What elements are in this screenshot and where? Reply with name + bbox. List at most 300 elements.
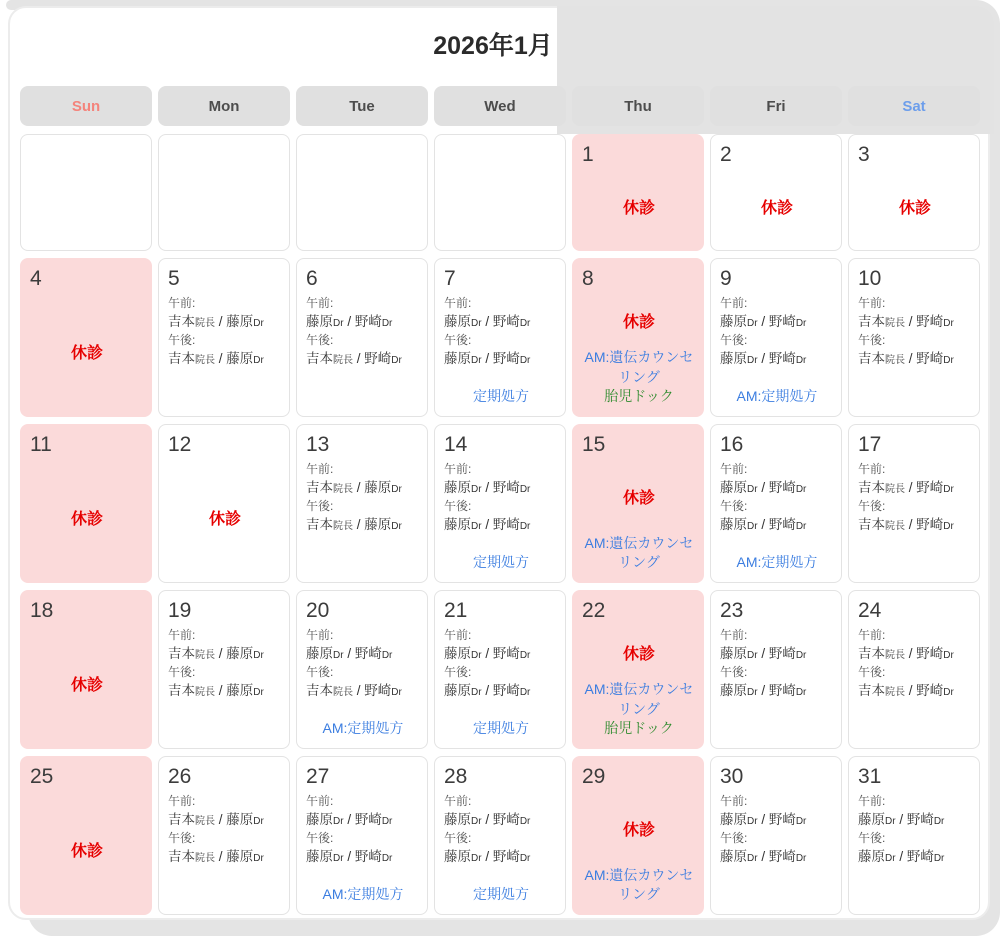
closed-badge: 休診	[622, 200, 655, 218]
doctor-title: Dr	[471, 520, 482, 532]
doctor-names: 藤原Dr / 野崎Dr	[720, 682, 807, 698]
doctor-names: 吉本院長 / 藤原Dr	[168, 313, 264, 329]
day-cell-28	[434, 756, 566, 915]
doctor-name: 藤原	[364, 516, 392, 532]
doctor-name: 藤原	[306, 645, 333, 661]
doctor-name: 野崎	[768, 848, 796, 864]
doctor-title: Dr	[519, 815, 531, 827]
day-number: 8	[582, 267, 594, 290]
doctor-name: 藤原	[720, 682, 747, 698]
doctor-title: 院長	[885, 649, 905, 661]
doctor-title: Dr	[795, 815, 807, 827]
doctor-name: 野崎	[906, 848, 934, 864]
day-cell-27	[296, 756, 428, 915]
session-pm	[444, 333, 558, 367]
doctor-title: Dr	[747, 354, 758, 366]
session-pm	[858, 333, 972, 367]
session-am	[444, 794, 558, 828]
doctor-names: 吉本院長 / 藤原Dr	[306, 479, 402, 495]
doctor-title: Dr	[933, 852, 945, 864]
note-blue: 定期処方	[473, 388, 529, 405]
doctor-title: 院長	[885, 520, 905, 532]
day-cell-16	[710, 424, 842, 583]
day-number: 17	[858, 433, 882, 456]
doctor-title: Dr	[795, 520, 807, 532]
day-number: 24	[858, 599, 882, 622]
day-number: 12	[168, 433, 192, 456]
session-label: 午前:	[444, 628, 472, 643]
doctor-names: 吉本院長 / 藤原Dr	[168, 811, 264, 827]
session-label: 午後:	[168, 665, 196, 680]
session-am	[306, 628, 420, 662]
doctor-names: 藤原Dr / 野崎Dr	[306, 645, 393, 661]
doctor-title: Dr	[253, 686, 264, 698]
doctor-title: Dr	[747, 520, 758, 532]
doctor-names: 藤原Dr / 野崎Dr	[444, 313, 531, 329]
doctor-title: Dr	[471, 686, 482, 698]
day-notes	[582, 348, 696, 410]
doctor-title: Dr	[333, 852, 344, 864]
session-label: 午後:	[306, 665, 334, 680]
doctor-title: Dr	[747, 483, 758, 495]
doctor-name: 吉本	[168, 848, 195, 864]
day-number: 25	[30, 765, 54, 788]
session-am	[444, 462, 558, 496]
day-cell-17	[848, 424, 980, 583]
day-number: 3	[858, 143, 870, 166]
doctor-name: 藤原	[444, 313, 471, 329]
closed-badge: 休診	[622, 489, 655, 507]
doctor-title: 院長	[333, 354, 353, 366]
doctor-names: 藤原Dr / 野崎Dr	[306, 848, 393, 864]
doctor-names: 藤原Dr / 野崎Dr	[444, 645, 531, 661]
doctor-name: 野崎	[492, 479, 520, 495]
doctor-name: 吉本	[858, 350, 885, 366]
day-number: 19	[168, 599, 192, 622]
day-notes	[444, 885, 558, 908]
doctor-title: Dr	[943, 520, 954, 532]
doctor-names: 藤原Dr / 野崎Dr	[720, 848, 807, 864]
session-am	[858, 794, 972, 828]
doctor-name: 野崎	[354, 645, 382, 661]
doctor-title: Dr	[381, 649, 393, 661]
doctor-title: 院長	[333, 520, 353, 532]
doctor-name: 野崎	[492, 848, 520, 864]
doctor-name: 吉本	[306, 682, 333, 698]
session-am	[858, 462, 972, 496]
doctor-title: Dr	[471, 852, 482, 864]
doctor-title: Dr	[795, 686, 807, 698]
closed-badge: 休診	[622, 646, 655, 664]
day-cell-3	[848, 134, 980, 251]
note-green: 胎児ドック	[604, 388, 674, 405]
session-label: 午前:	[444, 462, 472, 477]
day-number: 5	[168, 267, 180, 290]
session-pm	[858, 665, 972, 699]
note-blue: AM:遺伝カウンセリング	[584, 681, 694, 717]
closed-badge: 休診	[70, 345, 103, 363]
day-cell-31	[848, 756, 980, 915]
session-label: 午後:	[306, 499, 334, 514]
day-number: 30	[720, 765, 744, 788]
day-number: 23	[720, 599, 744, 622]
day-cell-25	[20, 756, 152, 915]
doctor-title: Dr	[519, 520, 531, 532]
session-label: 午前:	[444, 296, 472, 311]
session-label: 午後:	[444, 831, 472, 846]
day-cell-1	[572, 134, 704, 251]
day-notes	[444, 387, 558, 410]
note-blue: 定期処方	[473, 554, 529, 571]
note-blue: AM:定期処方	[322, 720, 404, 737]
day-cell-22	[572, 590, 704, 749]
doctor-names: 吉本院長 / 藤原Dr	[168, 350, 264, 366]
day-notes	[306, 885, 420, 908]
doctor-name: 藤原	[720, 313, 747, 329]
doctor-title: Dr	[747, 686, 758, 698]
closed-badge: 休診	[898, 200, 931, 218]
doctor-name: 野崎	[492, 313, 520, 329]
doctor-name: 藤原	[720, 848, 747, 864]
session-am	[306, 462, 420, 496]
day-number: 15	[582, 433, 606, 456]
doctor-names: 藤原Dr / 野崎Dr	[444, 848, 531, 864]
doctor-title: Dr	[795, 483, 807, 495]
day-number: 11	[30, 433, 52, 456]
doctor-name: 野崎	[768, 682, 796, 698]
session-label: 午後:	[720, 831, 748, 846]
calendar-grid	[20, 134, 980, 915]
doctor-name: 野崎	[768, 516, 796, 532]
doctor-name: 吉本	[168, 811, 195, 827]
note-blue: 定期処方	[473, 886, 529, 903]
doctor-name: 野崎	[354, 313, 382, 329]
doctor-title: Dr	[885, 815, 896, 827]
day-number: 14	[444, 433, 468, 456]
session-pm	[444, 831, 558, 865]
doctor-name: 藤原	[226, 811, 254, 827]
session-label: 午後:	[858, 665, 886, 680]
session-pm	[444, 499, 558, 533]
session-am	[720, 296, 834, 330]
doctor-title: Dr	[519, 852, 531, 864]
doctor-title: Dr	[333, 649, 344, 661]
day-cell-12	[158, 424, 290, 583]
doctor-title: Dr	[253, 852, 264, 864]
day-cell-6	[296, 258, 428, 417]
doctor-name: 吉本	[306, 350, 333, 366]
session-label: 午前:	[720, 794, 748, 809]
session-label: 午後:	[720, 333, 748, 348]
doctor-title: Dr	[747, 852, 758, 864]
doctor-title: Dr	[381, 815, 393, 827]
session-label: 午前:	[858, 462, 886, 477]
session-label: 午後:	[444, 499, 472, 514]
doctor-title: Dr	[381, 317, 393, 329]
closed-badge: 休診	[622, 314, 655, 332]
session-am	[306, 794, 420, 828]
doctor-name: 吉本	[168, 682, 195, 698]
doctor-title: Dr	[253, 317, 264, 329]
closed-badge: 休診	[760, 200, 793, 218]
doctor-names: 藤原Dr / 野崎Dr	[720, 313, 807, 329]
day-cell-15	[572, 424, 704, 583]
day-number: 27	[306, 765, 330, 788]
doctor-title: 院長	[885, 686, 905, 698]
session-am	[720, 462, 834, 496]
doctor-names: 藤原Dr / 野崎Dr	[720, 516, 807, 532]
session-label: 午前:	[858, 628, 886, 643]
doctor-title: 院長	[885, 317, 905, 329]
doctor-name: 野崎	[906, 811, 934, 827]
doctor-title: Dr	[943, 649, 954, 661]
doctor-name: 野崎	[354, 848, 382, 864]
day-number: 18	[30, 599, 54, 622]
session-label: 午後:	[306, 831, 334, 846]
day-cell-14	[434, 424, 566, 583]
doctor-names: 吉本院長 / 野崎Dr	[858, 516, 954, 532]
doctor-names: 藤原Dr / 野崎Dr	[444, 479, 531, 495]
doctor-title: Dr	[391, 520, 402, 532]
session-pm	[306, 831, 420, 865]
doctor-name: 野崎	[354, 811, 382, 827]
doctor-title: Dr	[519, 317, 531, 329]
doctor-name: 吉本	[306, 479, 333, 495]
day-number: 31	[858, 765, 882, 788]
session-pm	[444, 665, 558, 699]
session-pm	[720, 499, 834, 533]
session-am	[168, 296, 282, 330]
day-number: 7	[444, 267, 456, 290]
doctor-names: 吉本院長 / 野崎Dr	[858, 682, 954, 698]
doctor-title: Dr	[795, 852, 807, 864]
day-cell-29	[572, 756, 704, 915]
doctor-name: 野崎	[768, 811, 796, 827]
weekday-header-sat: Sat	[848, 86, 980, 126]
doctor-title: 院長	[195, 649, 215, 661]
session-am	[168, 794, 282, 828]
doctor-names: 藤原Dr / 野崎Dr	[444, 682, 531, 698]
weekday-header-sun: Sun	[20, 86, 152, 126]
session-label: 午後:	[858, 333, 886, 348]
doctor-title: 院長	[195, 815, 215, 827]
session-am	[720, 794, 834, 828]
doctor-name: 野崎	[492, 350, 520, 366]
session-label: 午前:	[720, 628, 748, 643]
session-pm	[720, 831, 834, 865]
doctor-name: 野崎	[364, 350, 392, 366]
day-number: 1	[582, 143, 594, 166]
session-label: 午後:	[720, 499, 748, 514]
day-cell-19	[158, 590, 290, 749]
doctor-name: 吉本	[168, 645, 195, 661]
doctor-title: Dr	[471, 815, 482, 827]
day-number: 21	[444, 599, 468, 622]
day-cell-26	[158, 756, 290, 915]
doctor-title: Dr	[747, 317, 758, 329]
doctor-names: 吉本院長 / 野崎Dr	[306, 682, 402, 698]
doctor-title: Dr	[391, 354, 402, 366]
doctor-names: 吉本院長 / 野崎Dr	[306, 350, 402, 366]
session-label: 午後:	[444, 333, 472, 348]
day-cell-9	[710, 258, 842, 417]
day-number: 6	[306, 267, 318, 290]
day-cell-23	[710, 590, 842, 749]
session-pm	[306, 665, 420, 699]
session-pm	[720, 665, 834, 699]
empty-cell	[434, 134, 566, 251]
doctor-title: Dr	[933, 815, 945, 827]
closed-badge: 休診	[70, 511, 103, 529]
session-label: 午前:	[858, 794, 886, 809]
doctor-name: 野崎	[492, 516, 520, 532]
session-pm	[168, 665, 282, 699]
weekday-header-thu: Thu	[572, 86, 704, 126]
note-blue: 定期処方	[473, 720, 529, 737]
day-number: 28	[444, 765, 468, 788]
doctor-title: Dr	[943, 354, 954, 366]
day-number: 22	[582, 599, 606, 622]
closed-badge: 休診	[622, 821, 655, 839]
doctor-names: 吉本院長 / 藤原Dr	[168, 645, 264, 661]
doctor-name: 藤原	[720, 350, 747, 366]
weekday-header-mon: Mon	[158, 86, 290, 126]
doctor-title: Dr	[391, 483, 402, 495]
doctor-title: 院長	[885, 354, 905, 366]
doctor-names: 藤原Dr / 野崎Dr	[444, 350, 531, 366]
doctor-name: 藤原	[720, 479, 747, 495]
doctor-names: 吉本院長 / 野崎Dr	[858, 645, 954, 661]
session-pm	[168, 831, 282, 865]
day-notes	[582, 534, 696, 576]
day-cell-8	[572, 258, 704, 417]
session-label: 午前:	[720, 462, 748, 477]
session-label: 午後:	[168, 831, 196, 846]
session-am	[444, 296, 558, 330]
session-pm	[168, 333, 282, 367]
doctor-title: Dr	[333, 317, 344, 329]
doctor-names: 吉本院長 / 藤原Dr	[306, 516, 402, 532]
session-label: 午前:	[168, 628, 196, 643]
session-label: 午後:	[444, 665, 472, 680]
doctor-title: 院長	[885, 483, 905, 495]
session-pm	[720, 333, 834, 367]
day-notes	[306, 719, 420, 742]
doctor-name: 野崎	[916, 479, 944, 495]
doctor-name: 藤原	[444, 682, 471, 698]
doctor-name: 吉本	[858, 479, 885, 495]
session-label: 午後:	[858, 499, 886, 514]
empty-cell	[20, 134, 152, 251]
session-pm	[858, 499, 972, 533]
doctor-title: Dr	[471, 317, 482, 329]
doctor-name: 野崎	[768, 645, 796, 661]
day-number: 4	[30, 267, 42, 290]
doctor-name: 野崎	[916, 516, 944, 532]
doctor-title: Dr	[519, 649, 531, 661]
day-cell-4	[20, 258, 152, 417]
doctor-title: Dr	[519, 686, 531, 698]
doctor-names: 吉本院長 / 藤原Dr	[168, 848, 264, 864]
doctor-title: 院長	[195, 852, 215, 864]
doctor-title: 院長	[333, 686, 353, 698]
doctor-names: 吉本院長 / 藤原Dr	[168, 682, 264, 698]
doctor-title: 院長	[195, 317, 215, 329]
doctor-name: 藤原	[720, 811, 747, 827]
doctor-title: Dr	[253, 815, 264, 827]
doctor-name: 野崎	[916, 645, 944, 661]
day-cell-20	[296, 590, 428, 749]
day-number: 29	[582, 765, 606, 788]
doctor-name: 藤原	[444, 516, 471, 532]
doctor-name: 藤原	[226, 848, 254, 864]
doctor-title: Dr	[391, 686, 402, 698]
doctor-title: 院長	[195, 686, 215, 698]
day-notes	[720, 553, 834, 576]
doctor-names: 吉本院長 / 野崎Dr	[858, 350, 954, 366]
doctor-name: 野崎	[916, 313, 944, 329]
day-notes	[582, 680, 696, 742]
doctor-name: 吉本	[168, 350, 195, 366]
session-label: 午前:	[444, 794, 472, 809]
day-cell-2	[710, 134, 842, 251]
doctor-names: 吉本院長 / 野崎Dr	[858, 479, 954, 495]
doctor-title: Dr	[885, 852, 896, 864]
day-cell-13	[296, 424, 428, 583]
doctor-names: 藤原Dr / 野崎Dr	[720, 350, 807, 366]
note-blue: AM:遺伝カウンセリング	[584, 534, 694, 571]
doctor-names: 藤原Dr / 野崎Dr	[858, 848, 945, 864]
doctor-names: 藤原Dr / 野崎Dr	[720, 645, 807, 661]
session-label: 午前:	[720, 296, 748, 311]
doctor-name: 藤原	[720, 516, 747, 532]
doctor-name: 藤原	[226, 645, 254, 661]
doctor-name: 藤原	[444, 645, 471, 661]
day-cell-11	[20, 424, 152, 583]
doctor-name: 野崎	[916, 682, 944, 698]
doctor-title: Dr	[471, 649, 482, 661]
doctor-title: 院長	[195, 354, 215, 366]
doctor-names: 吉本院長 / 野崎Dr	[858, 313, 954, 329]
doctor-name: 野崎	[492, 645, 520, 661]
day-number: 9	[720, 267, 732, 290]
session-pm	[306, 499, 420, 533]
session-am	[306, 296, 420, 330]
day-number: 10	[858, 267, 882, 290]
doctor-names: 藤原Dr / 野崎Dr	[306, 811, 393, 827]
doctor-name: 藤原	[364, 479, 392, 495]
doctor-names: 藤原Dr / 野崎Dr	[444, 811, 531, 827]
doctor-title: Dr	[471, 483, 482, 495]
doctor-name: 野崎	[364, 682, 392, 698]
day-number: 16	[720, 433, 744, 456]
doctor-title: Dr	[943, 483, 954, 495]
session-am	[720, 628, 834, 662]
doctor-name: 藤原	[444, 350, 471, 366]
note-blue: AM:遺伝カウンセリング	[584, 349, 694, 385]
note-blue: AM:遺伝カウンセリング	[584, 866, 694, 903]
session-pm	[306, 333, 420, 367]
session-am	[444, 628, 558, 662]
doctor-name: 藤原	[858, 848, 885, 864]
doctor-title: Dr	[333, 815, 344, 827]
day-notes	[444, 553, 558, 576]
doctor-title: Dr	[519, 483, 531, 495]
session-label: 午後:	[306, 333, 334, 348]
doctor-title: Dr	[519, 354, 531, 366]
note-blue: AM:定期処方	[322, 886, 404, 903]
session-label: 午前:	[168, 794, 196, 809]
